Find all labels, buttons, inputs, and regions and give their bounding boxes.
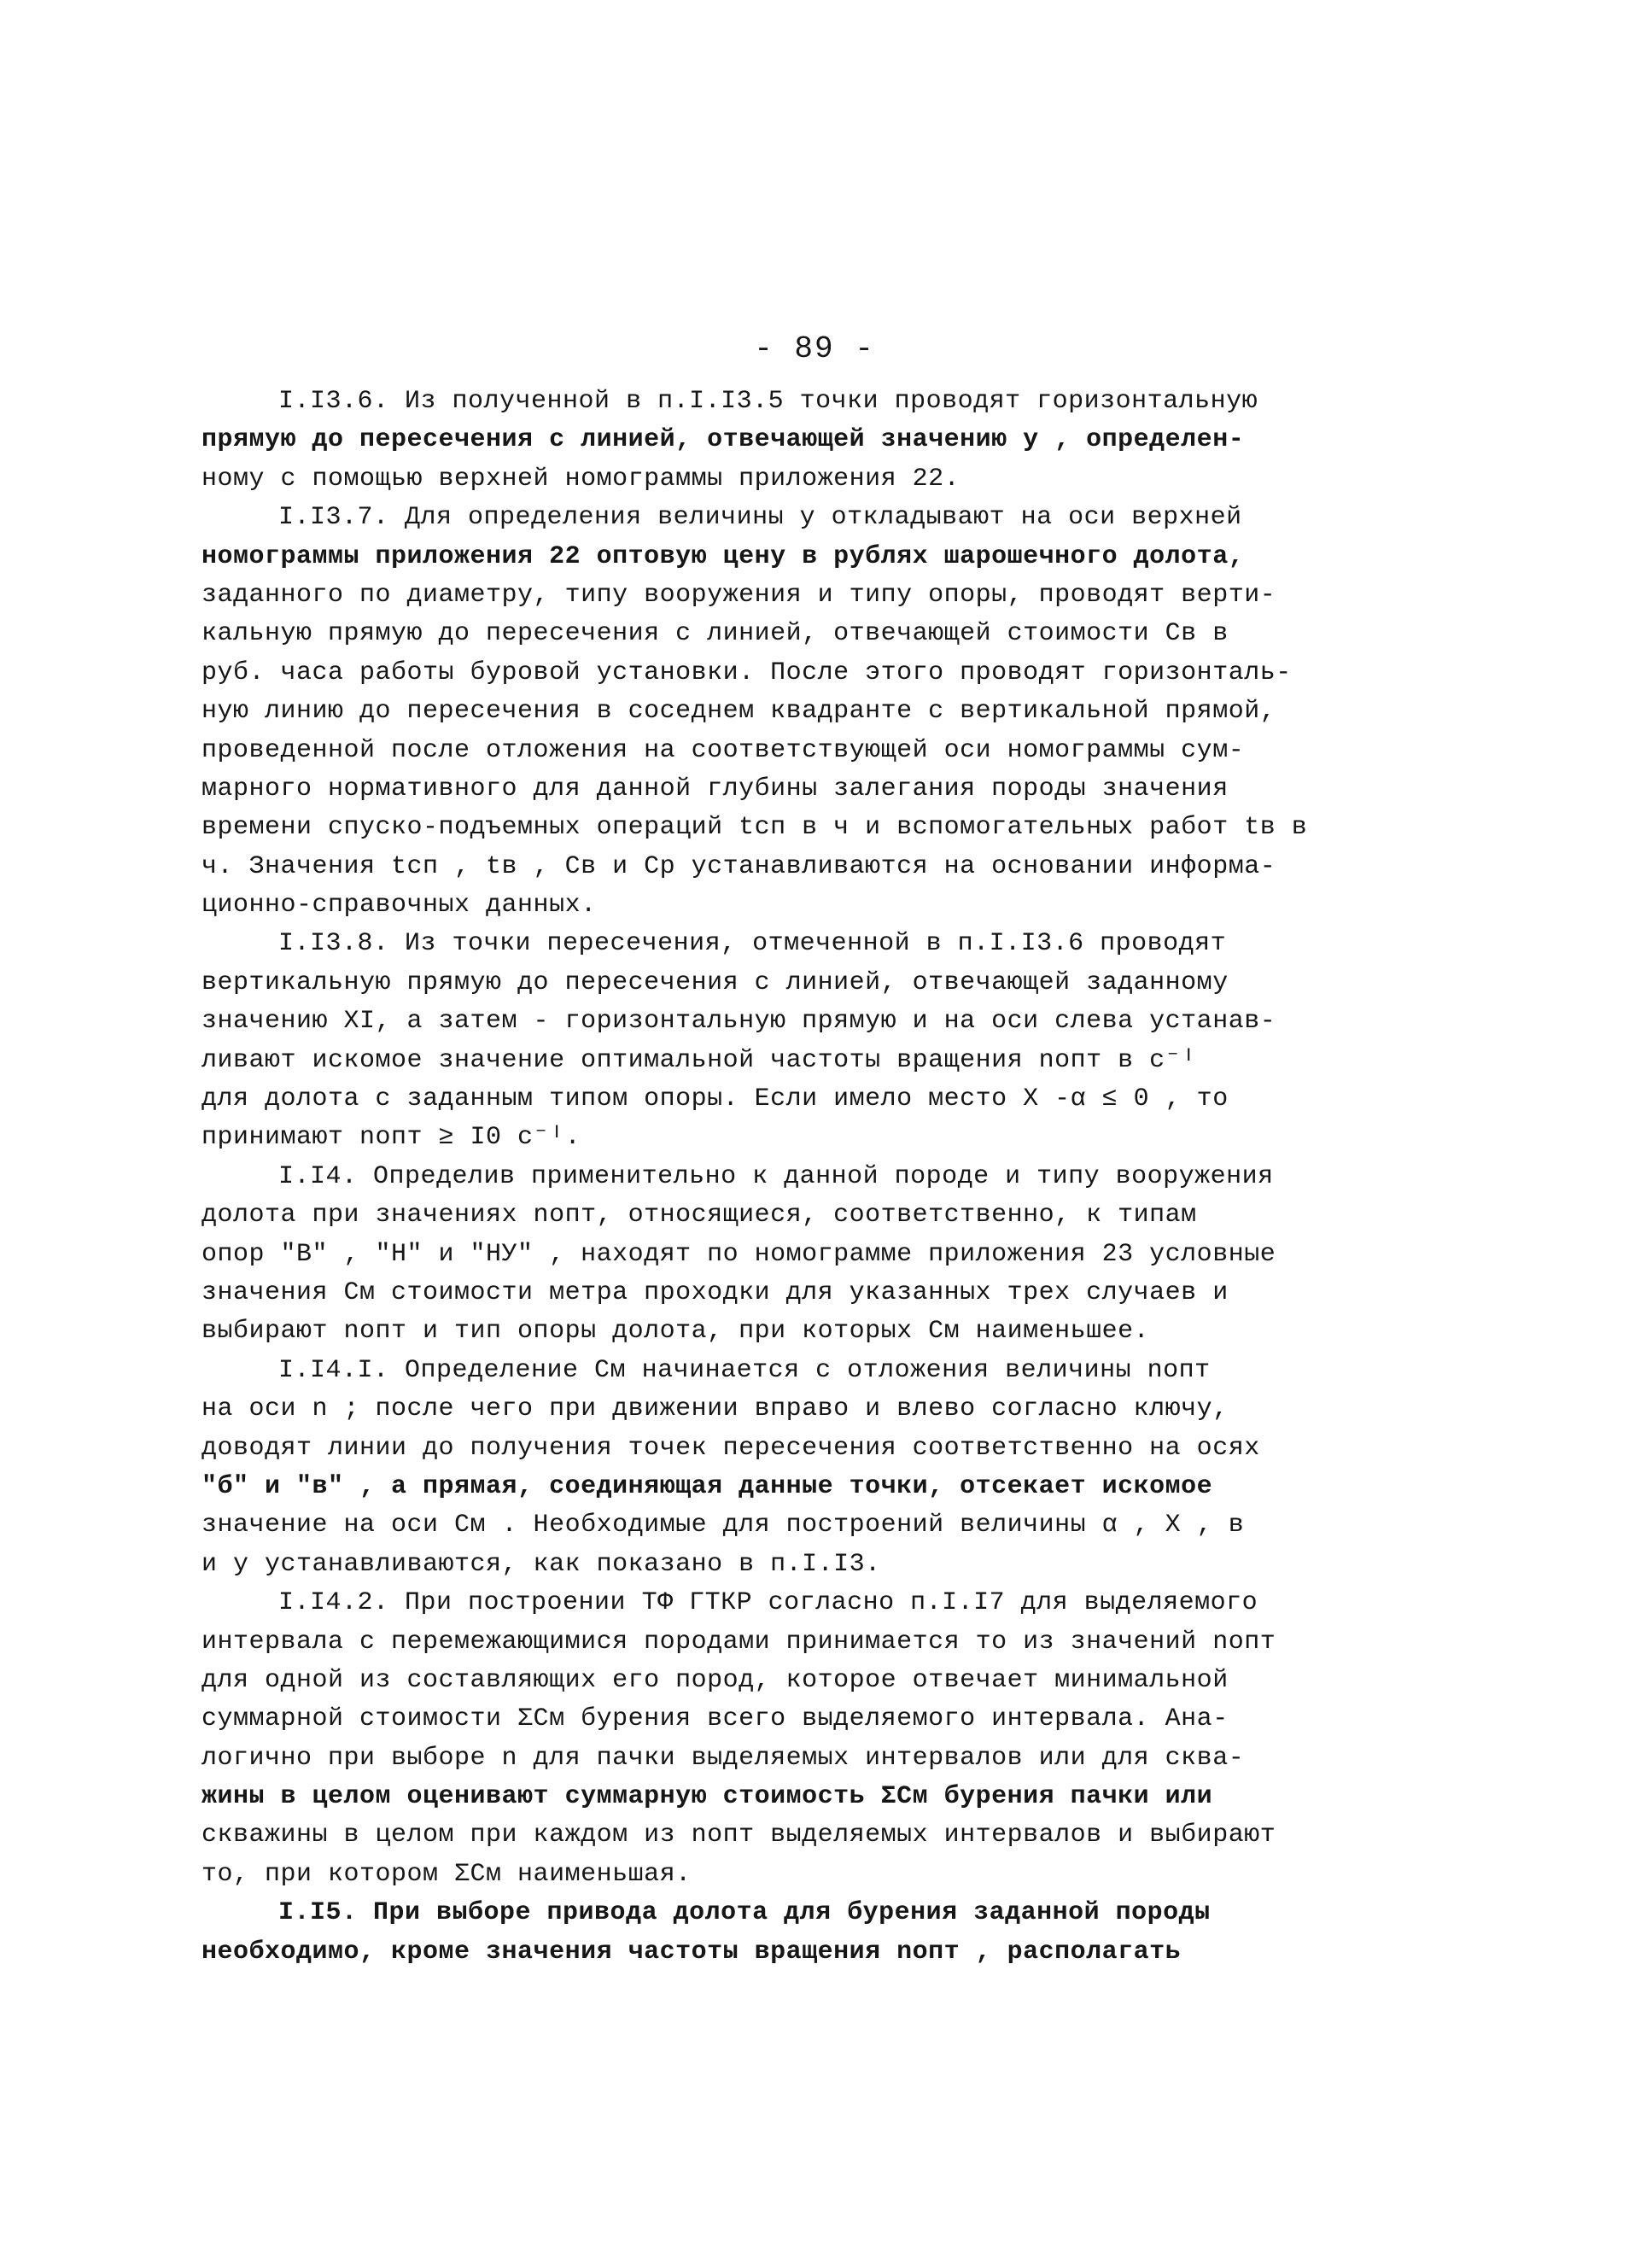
text-line: для долота с заданным типом опоры. Если имело место X -α ≤ 0 , то [201,1084,1229,1114]
text-line: доводят линии до получения точек пересечения соответственно на осях [201,1433,1260,1463]
text-line: суммарной стоимости ΣCм бурения всего выделяемого интервала. Ана- [201,1704,1229,1734]
text-line: I.I3.7. Для определения величины y откладывают на оси верхней [278,503,1242,533]
text-line: ную линию до пересечения в соседнем квадранте с вертикальной прямой, [201,697,1276,727]
text-line: руб. часа работы буровой установки. После этого проводят горизонталь- [201,658,1292,687]
paragraph-1-13-6 [201,383,1260,499]
text-line: на оси n ; после чего при движении вправо и влево согласно ключу, [201,1394,1229,1424]
text-line: I.I3.6. Из полученной в п.I.I3.5 точки проводят горизонтальную [278,387,1258,416]
text-line: необходимо, кроме значения частоты вращения nопт , располагать [201,1937,1182,1967]
paragraph-1-13-7 [201,499,1308,925]
text-line: и y устанавливаются, как показано в п.I.I3. [201,1549,881,1579]
paragraph-1-15 [201,1894,1260,1972]
text-line: долота при значениях nопт, относящиеся, соответственно, к типам [201,1201,1197,1230]
text-line: интервала с перемежающимися породами принимается то из значений nопт [201,1627,1276,1657]
text-line: ционно-справочных данных. [201,891,597,921]
text-line: I.I4.2. При построении ТФ ГТКР согласно п.I.I7 для выделяемого [278,1588,1258,1618]
document-body [201,383,1308,1972]
text-line: кальную прямую до пересечения с линией, отвечающей стоимости Cв в [201,619,1229,649]
paragraph-1-14-2 [201,1584,1276,1894]
text-line: заданного по диаметру, типу вооружения и типу опоры, проводят верти- [201,580,1276,610]
text-line: значению XI, а затем - горизонтальную прямую и на оси слева устанав- [201,1007,1276,1037]
text-line: "б" и "в" , а прямая, соединяющая данные точки, отсекает искомое [201,1471,1213,1501]
text-line: опор "В" , "Н" и "НУ" , находят по номограмме приложения 23 условные [201,1239,1276,1269]
text-line: проведенной после отложения на соответствующей оси номограммы сум- [201,735,1245,765]
text-line: вертикальную прямую до пересечения с линией, отвечающей заданному [201,967,1229,997]
paragraph-1-14-1 [201,1352,1260,1584]
text-line: I.I4. Определив применительно к данной породе и типу вооружения [278,1161,1274,1191]
text-line: для одной из составляющих его пород, которое отвечает минимальной [201,1665,1229,1695]
text-line: номограммы приложения 22 оптовую цену в рублях шарошечного долота, [201,541,1245,571]
text-line: принимают nопт ≥ I0 с⁻ᴵ. [201,1123,581,1153]
text-line: скважины в целом при каждом из nопт выделяемых интервалов и выбирают [201,1821,1276,1850]
text-line: I.I5. При выборе привода долота для бурения заданной породы [278,1898,1211,1928]
text-line: логично при выборе n для пачки выделяемых интервалов или для сква- [201,1743,1245,1773]
paragraph-1-14 [201,1158,1276,1352]
paragraph-1-13-8 [201,925,1276,1157]
text-line: выбирают nопт и тип опоры долота, при которых Cм наименьшее. [201,1317,1150,1347]
text-line: I.I3.8. Из точки пересечения, отмеченной в п.I.I3.6 проводят [278,929,1227,959]
text-line: значение на оси Cм . Необходимые для построений величины α , X , в [201,1511,1245,1540]
text-line: марного нормативного для данной глубины залегания породы значения [201,774,1229,804]
text-line: то, при котором ΣCм наименьшая. [201,1859,692,1889]
text-line: значения Cм стоимости метра проходки для указанных трех случаев и [201,1277,1229,1307]
text-line: жины в целом оценивают суммарную стоимость ΣCм бурения пачки или [201,1782,1213,1812]
text-line: прямую до пересечения с линией, отвечающей значению y , определен- [201,425,1245,455]
text-line: ному с помощью верхней номограммы приложения 22. [201,464,960,494]
page-number: - 89 - [754,331,875,366]
text-line: ливают искомое значение оптимальной частоты вращения nопт в с⁻ᴵ [201,1045,1197,1075]
text-line: I.I4.I. Определение Cм начинается с отложения величины nопт [278,1355,1211,1385]
text-line: времени спуско-подъемных операций tсп в ч и вспомогательных работ tв в [201,813,1308,843]
text-line: ч. Значения tсп , tв , Cв и Cр устанавливаются на основании информа- [201,851,1276,881]
